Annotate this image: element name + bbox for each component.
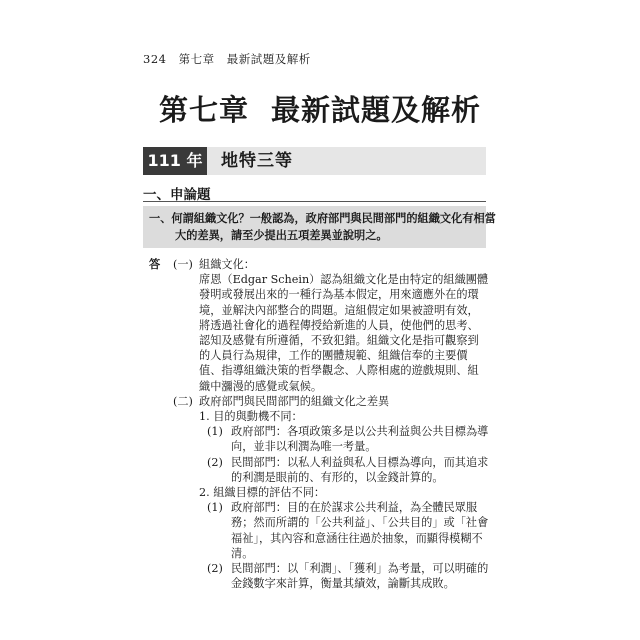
part-1-number: (一) (173, 258, 193, 271)
item-2-a-text: 政府部門：目的在於謀求公共利益，為全體民眾服務；然而所謂的「公共利益」、「公共目的」或「社會福祉」，其內容和意涵往往過於抽象，而顯得模糊不清。 (231, 501, 489, 560)
item-1-b-number: (2) (207, 455, 223, 469)
item-2-a-number: (1) (207, 501, 223, 515)
item-2-b-number: (2) (207, 562, 223, 576)
part-2-heading: 政府部門與民間部門的組織文化之差異 (199, 394, 390, 408)
section-divider (143, 201, 486, 202)
part-1-heading: 組織文化： (199, 258, 255, 271)
exam-name: 地特三等 (221, 151, 293, 171)
item-2-b (149, 561, 489, 591)
page-number: 324 (143, 52, 167, 66)
part-1-body: 席恩（Edgar Schein）認為組織文化是由特定的組織團體發明或發展出來的一種行為基本假定，用來適應外在的環境，並解決內部整合的問題。這組假定如果被證明有效，將透過社會化的過程傳授給新進的人員，使他們的思考、認知及感覺有所遵循，不致犯錯。組織文化是指可觀察到的人員行為規律，工作的團體規範、組織信奉的主要價值、指導組織決策的哲學觀念、人際相處的遊戲規則、組織中瀰漫的感覺或氣候。 (199, 273, 489, 393)
item-2-a (149, 500, 489, 561)
item-2-b-text: 民間部門：以「利潤」、「獲利」為考量，可以明確的金錢數字來計算，衡量其績效，論斷其成敗。 (231, 562, 489, 591)
item-1-a-number: (1) (207, 425, 223, 439)
running-head-chapter: 第七章 (178, 52, 215, 66)
running-head (143, 51, 319, 67)
item-1-a (149, 424, 489, 454)
answer-mark: 答 (149, 258, 161, 271)
section-heading: 一、申論題 (143, 187, 211, 203)
item-1-b (149, 455, 489, 485)
item-2-heading: 2. 組織目標的評估不同： (199, 486, 326, 500)
year-tag: 111 年 (143, 147, 207, 175)
answer-block (149, 257, 489, 591)
part-2-number: (二) (173, 394, 193, 408)
question-text (149, 210, 505, 244)
running-head-title: 最新試題及解析 (226, 52, 311, 66)
item-1-b-text: 民間部門：以私人利益與私人目標為導向，而其追求的利潤是眼前的、有形的，以金錢計算的。 (231, 455, 489, 484)
answer-part-2-heading (149, 394, 489, 409)
question-number: 一、 (149, 212, 172, 225)
chapter-number: 第七章 (158, 93, 249, 127)
item-1-heading: 1. 目的與動機不同： (199, 410, 303, 424)
item-1-a-text: 政府部門：各項政策多是以公共利益與公共目標為導向，並非以利潤為唯一考量。 (231, 425, 489, 454)
chapter-title (0, 88, 640, 129)
question-box (143, 206, 496, 248)
answer-part-1-heading (149, 257, 489, 272)
year-section-bar (143, 147, 486, 175)
question-body: 何謂組織文化？一般認為，政府部門與民間部門的組織文化有相當大的差異，請至少提出五項差異並說明之。 (171, 212, 496, 242)
chapter-name: 最新試題及解析 (271, 93, 482, 127)
